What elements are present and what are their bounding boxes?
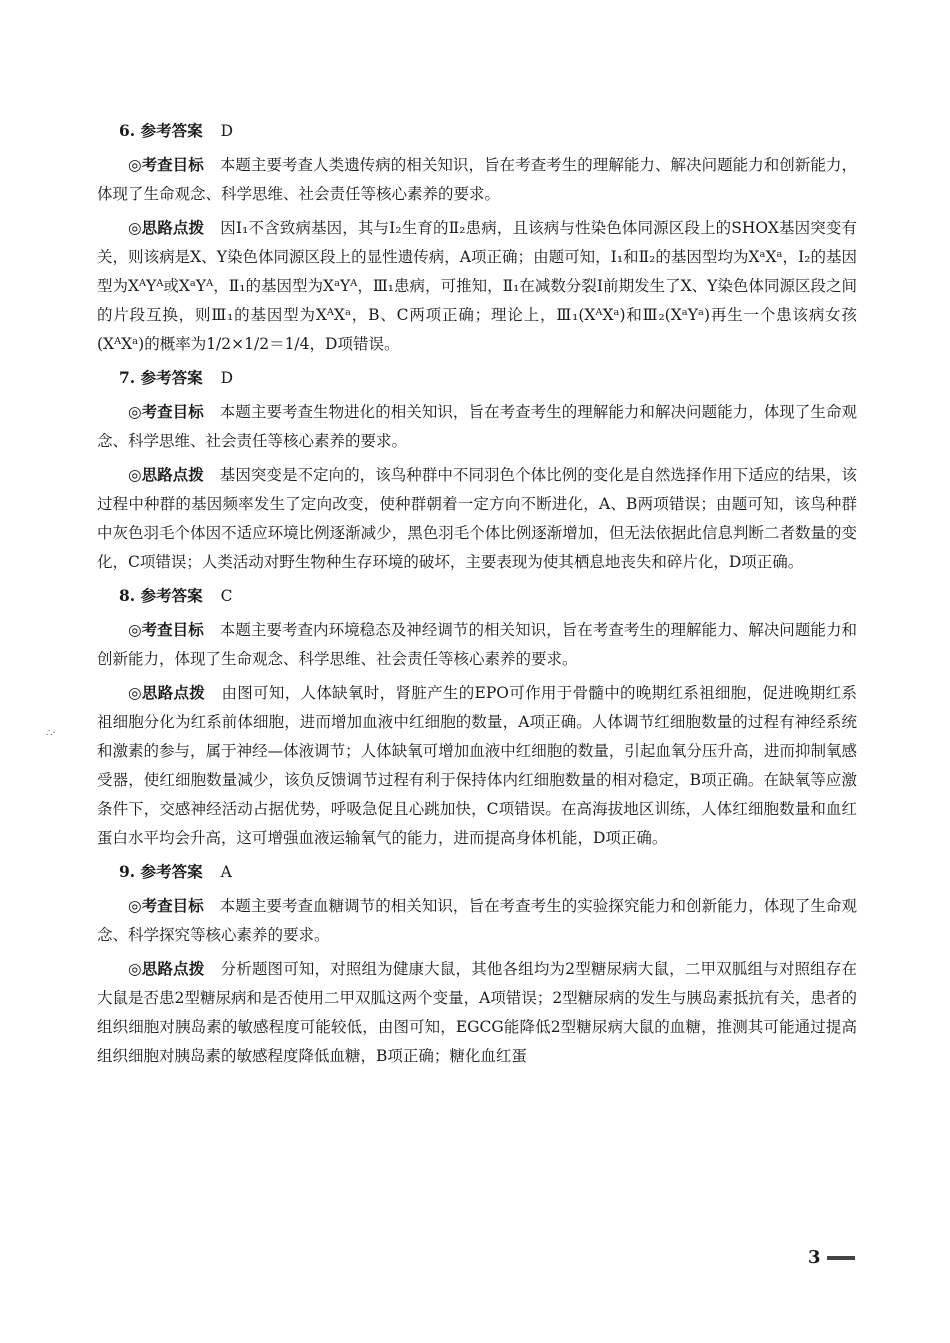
target-paragraph [97,891,857,950]
hint-text: 分析题图可知，对照组为健康大鼠，其他各组均为2型糖尿病大鼠，二甲双胍组与对照组存在大鼠是否患2型糖尿病和是否使用二甲双胍这两个变量，A项错误；2型糖尿病的发生与胰岛素抵抗有关，患者的组织细胞对胰岛素的敏感程度可能较低，由图可知，EGCG能降低2型糖尿病大鼠的血糖，推测其可能通过提高组织细胞对胰岛素的敏感程度降低血糖，B项正确；糖化血红蛋 [97,960,857,1065]
hint-label: ◎ 思路点拨 [128,959,204,978]
target-text: 本题主要考查人类遗传病的相关知识，旨在考查考生的理解能力、解决问题能力和创新能力，体现了生命观念、科学思维、社会责任等核心素养的要求。 [97,156,857,203]
hint-paragraph [97,213,857,359]
hint-paragraph [97,954,857,1071]
target-label: ◎ 考查目标 [128,620,204,639]
page-number-bar [827,1256,855,1260]
target-text: 本题主要考查内环境稳态及神经调节的相关知识，旨在考查考生的理解能力、解决问题能力和创新能力，体现了生命观念、科学思维、社会责任等核心素养的要求。 [97,621,857,668]
answer-letter: D [220,369,234,387]
hint-label: ◎ 思路点拨 [128,683,205,702]
hint-text: 基因突变是不定向的，该鸟种群中不同羽色个体比例的变化是自然选择作用下适应的结果，该过程中种群的基因频率发生了定向改变，使种群朝着一定方向不断进化，A、B两项错误；由题可知，该鸟种群中灰色羽毛个体因不适应环境比例逐渐减少，黑色羽毛个体比例逐渐增加，但无法依据此信息判断二者数量的变化，C项错误；人类活动对野生物种生存环境的破坏，主要表现为使其栖息地丧失和碎片化，D项正确。 [97,466,857,571]
target-label: ◎ 考查目标 [128,155,204,174]
answer-page [97,112,857,1075]
hint-paragraph [97,678,857,853]
answer-heading [119,581,857,611]
target-paragraph [97,150,857,209]
target-label: ◎ 考查目标 [128,896,204,915]
heading-label: 6. 参考答案 [119,121,203,140]
answer-heading [119,116,857,146]
page-number [808,1247,855,1268]
page-number-text: 3 [808,1247,821,1268]
target-text: 本题主要考查生物进化的相关知识，旨在考查考生的理解能力和解决问题能力，体现了生命观念、科学思维、社会责任等核心素养的要求。 [97,403,857,450]
hint-label: ◎ 思路点拨 [128,465,204,484]
target-paragraph [97,397,857,456]
hint-label: ◎ 思路点拨 [128,218,204,237]
answer-letter: C [220,587,233,605]
target-text: 本题主要考查血糖调节的相关知识，旨在考查考生的实验探究能力和创新能力，体现了生命观念、科学探究等核心素养的要求。 [97,897,857,944]
answer-section-8 [97,581,857,853]
answer-letter: A [220,863,232,881]
answer-letter: D [220,122,234,140]
hint-text: 由图可知，人体缺氧时，肾脏产生的EPO可作用于骨髓中的晚期红系祖细胞，促进晚期红系祖细胞分化为红系前体细胞，进而增加血液中红细胞的数量，A项正确。人体调节红细胞数量的过程有神经系统和激素的参与，属于神经—体液调节；人体缺氧可增加血液中红细胞的数量，引起血氧分压升高，进而抑制氧感受器，使红细胞数量减少，该负反馈调节过程有利于保持体内红细胞数量的相对稳定，B项正确。在缺氧等应激条件下，交感神经活动占据优势，呼吸急促且心跳加快，C项错误。在高海拔地区训练，人体红细胞数量和血红蛋白水平均会升高，这可增强血液运输氧气的能力，进而提高身体机能，D项正确。 [97,684,857,847]
margin-mark: ∴· [46,728,56,739]
answer-section-6 [97,116,857,359]
hint-paragraph [97,460,857,577]
heading-label: 7. 参考答案 [119,368,203,387]
answer-heading [119,857,857,887]
answer-section-9 [97,857,857,1071]
heading-label: 8. 参考答案 [119,586,203,605]
target-paragraph [97,615,857,674]
answer-section-7 [97,363,857,577]
answer-heading [119,363,857,393]
target-label: ◎ 考查目标 [128,402,204,421]
hint-text: 因Ⅰ₁不含致病基因，其与Ⅰ₂生育的Ⅱ₂患病，且该病与性染色体同源区段上的SHOX基因突变有关，则该病是X、Y染色体同源区段上的显性遗传病，A项正确；由题可知，Ⅰ₁和Ⅱ₂的基因型均为XᵃXᵃ，Ⅰ₂的基因型为XᴬYᴬ或XᵃYᴬ，Ⅱ₁的基因型为XᵃYᴬ，Ⅲ₁患病，可推知，Ⅱ₁在减数分裂Ⅰ前期发生了X、Y染色体同源区段之间的片段互换，则Ⅲ₁的基因型为XᴬXᵃ，B、C两项正确；理论上，Ⅲ₁(XᴬXᵃ)和Ⅲ₂(XᵃYᵃ)再生一个患该病女孩(XᴬXᵃ)的概率为1/2×1/2＝1/4，D项错误。 [97,219,857,353]
heading-label: 9. 参考答案 [119,862,203,881]
